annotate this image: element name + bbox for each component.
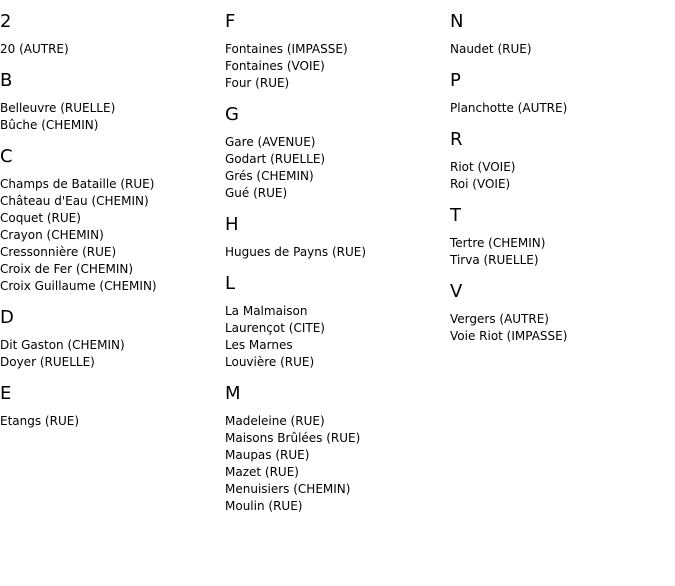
street-list-item[interactable]: Menuisiers (CHEMIN) <box>225 482 351 496</box>
street-list <box>225 41 450 92</box>
section-letter-heading: C <box>0 146 13 167</box>
street-list-item[interactable]: Louvière (RUE) <box>225 355 315 369</box>
street-list-item[interactable]: Doyer (RUELLE) <box>0 355 95 369</box>
section-letter-heading: N <box>450 11 464 32</box>
street-list-item[interactable]: Madeleine (RUE) <box>225 414 325 428</box>
street-list-item[interactable]: Crayon (CHEMIN) <box>0 228 104 242</box>
letter-section <box>225 273 450 371</box>
letter-section <box>0 146 225 295</box>
street-list-item[interactable]: Etangs (RUE) <box>0 414 79 428</box>
section-letter-heading: G <box>225 104 239 125</box>
letter-section <box>0 70 225 134</box>
letter-section <box>0 11 225 58</box>
street-list-item[interactable]: Gué (RUE) <box>225 186 288 200</box>
street-list-item[interactable]: Croix Guillaume (CHEMIN) <box>0 279 157 293</box>
street-list-item[interactable]: Maisons Brûlées (RUE) <box>225 431 361 445</box>
street-list-item[interactable]: Belleuvre (RUELLE) <box>0 101 116 115</box>
street-list <box>0 100 225 134</box>
street-list-item[interactable]: Cressonnière (RUE) <box>0 245 117 259</box>
section-letter-heading: B <box>0 70 13 91</box>
street-list <box>450 159 675 193</box>
street-list-item[interactable]: Gare (AVENUE) <box>225 135 316 149</box>
letter-section <box>0 383 225 430</box>
street-list-item[interactable]: Champs de Bataille (RUE) <box>0 177 155 191</box>
section-letter-heading: P <box>450 70 461 91</box>
street-list <box>450 235 675 269</box>
letter-section <box>0 307 225 371</box>
letter-section <box>450 129 675 193</box>
section-letter-heading: V <box>450 281 463 302</box>
section-letter-heading: T <box>450 205 461 226</box>
letter-section <box>450 70 675 117</box>
street-list-item[interactable]: Voie Riot (IMPASSE) <box>450 329 568 343</box>
street-list-item[interactable]: Bûche (CHEMIN) <box>0 118 99 132</box>
letter-section <box>225 104 450 202</box>
street-list <box>225 244 450 261</box>
street-list-item[interactable]: Planchotte (AUTRE) <box>450 101 568 115</box>
street-list-item[interactable]: La Malmaison <box>225 304 308 318</box>
letter-section <box>225 214 450 261</box>
index-column-2 <box>225 0 450 527</box>
street-list <box>0 41 225 58</box>
letter-section <box>225 11 450 92</box>
section-letter-heading: F <box>225 11 236 32</box>
street-list-item[interactable]: Maupas (RUE) <box>225 448 310 462</box>
street-list-item[interactable]: Vergers (AUTRE) <box>450 312 549 326</box>
index-column-3 <box>450 0 675 357</box>
street-list-item[interactable]: Laurençot (CITE) <box>225 321 325 335</box>
street-list <box>450 311 675 345</box>
street-list <box>225 413 450 515</box>
street-list-item[interactable]: Croix de Fer (CHEMIN) <box>0 262 134 276</box>
letter-section <box>225 383 450 515</box>
letter-section <box>450 281 675 345</box>
street-list <box>0 176 225 295</box>
section-letter-heading: M <box>225 383 241 404</box>
street-list-item[interactable]: Fontaines (IMPASSE) <box>225 42 348 56</box>
street-list-item[interactable]: Château d'Eau (CHEMIN) <box>0 194 149 208</box>
section-letter-heading: L <box>225 273 236 294</box>
street-list <box>450 41 675 58</box>
street-list <box>225 134 450 202</box>
letter-section <box>450 11 675 58</box>
street-list-item[interactable]: Tirva (RUELLE) <box>450 253 539 267</box>
section-letter-heading: D <box>0 307 14 328</box>
section-letter-heading: R <box>450 129 463 150</box>
street-list-item[interactable]: Tertre (CHEMIN) <box>450 236 546 250</box>
street-list-item[interactable]: Coquet (RUE) <box>0 211 81 225</box>
street-list-item[interactable]: Naudet (RUE) <box>450 42 532 56</box>
section-letter-heading: E <box>0 383 12 404</box>
street-list-item[interactable]: Four (RUE) <box>225 76 290 90</box>
street-list-item[interactable]: Riot (VOIE) <box>450 160 516 174</box>
street-list <box>0 337 225 371</box>
street-list <box>0 413 225 430</box>
street-list-item[interactable]: Godart (RUELLE) <box>225 152 326 166</box>
section-letter-heading: 2 <box>0 11 12 32</box>
street-list-item[interactable]: Moulin (RUE) <box>225 499 303 513</box>
section-letter-heading: H <box>225 214 239 235</box>
index-column-1 <box>0 0 225 442</box>
street-list-item[interactable]: Hugues de Payns (RUE) <box>225 245 367 259</box>
street-list-item[interactable]: Les Marnes <box>225 338 293 352</box>
letter-section <box>450 205 675 269</box>
street-list-item[interactable]: Mazet (RUE) <box>225 465 299 479</box>
street-list-item[interactable]: Roi (VOIE) <box>450 177 511 191</box>
street-list-item[interactable]: Grés (CHEMIN) <box>225 169 314 183</box>
street-list <box>450 100 675 117</box>
street-list-item[interactable]: 20 (AUTRE) <box>0 42 69 56</box>
street-list <box>225 303 450 371</box>
street-list-item[interactable]: Fontaines (VOIE) <box>225 59 325 73</box>
street-list-item[interactable]: Dit Gaston (CHEMIN) <box>0 338 125 352</box>
